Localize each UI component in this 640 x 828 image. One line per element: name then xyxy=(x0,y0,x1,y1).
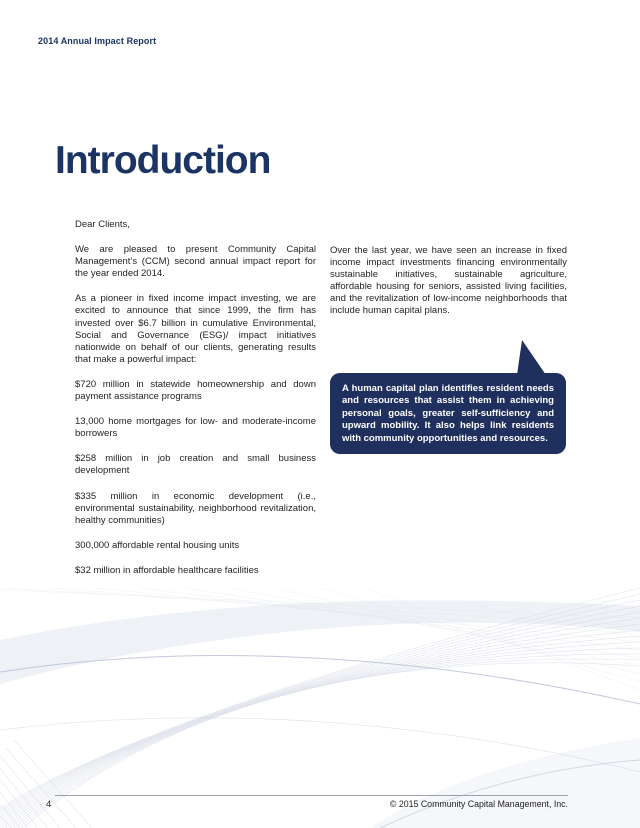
footer-divider xyxy=(55,795,568,796)
body-paragraph: As a pioneer in fixed income impact investing, we are excited to announce that since 1999, the firm has invested over $6.7 billion in cumulative Environmental, Social and Governance (ESG)/ impact initiatives nationwide on behalf of our clients, generating results that make a powerful impact: xyxy=(75,293,316,365)
page-number: 4 xyxy=(46,799,52,810)
body-paragraph: 13,000 home mortgages for low- and moderate-income borrowers xyxy=(75,416,316,440)
callout-tail xyxy=(505,338,555,375)
callout-text: A human capital plan identifies resident needs and resources that assist them in achieving personal goals, greater self-sufficiency and upward mobility. It also helps link residents with community opportunities and resources. xyxy=(342,383,554,444)
background-wave-decoration xyxy=(0,588,640,828)
body-paragraph: $258 million in job creation and small business development xyxy=(75,453,316,477)
body-paragraph: $335 million in economic development (i.e., environmental sustainability, neighborhood revitalization, healthy communities) xyxy=(75,490,316,526)
body-paragraph: 300,000 affordable rental housing units xyxy=(75,539,240,551)
page-title: Introduction xyxy=(55,139,271,182)
body-paragraph: We are pleased to present Community Capital Management’s (CCM) second annual impact report for the year ended 2014. xyxy=(75,244,316,280)
salutation: Dear Clients, xyxy=(75,219,130,230)
left-text-column xyxy=(75,219,316,590)
body-paragraph: Over the last year, we have seen an increase in fixed income impact investments financing environmentally sustainable initiatives, sustainable agriculture, affordable housing for seniors, assisted living facilities, and the revitalization of low-income neighborhoods that include human capital plans. xyxy=(330,245,567,317)
callout-box xyxy=(330,373,566,454)
copyright-notice: © 2015 Community Capital Management, Inc. xyxy=(389,799,568,809)
report-header-label: 2014 Annual Impact Report xyxy=(38,36,157,46)
body-paragraph: $32 million in affordable healthcare facilities xyxy=(75,564,259,576)
body-paragraph: $720 million in statewide homeownership and down payment assistance programs xyxy=(75,378,316,403)
right-text-column xyxy=(330,245,567,331)
